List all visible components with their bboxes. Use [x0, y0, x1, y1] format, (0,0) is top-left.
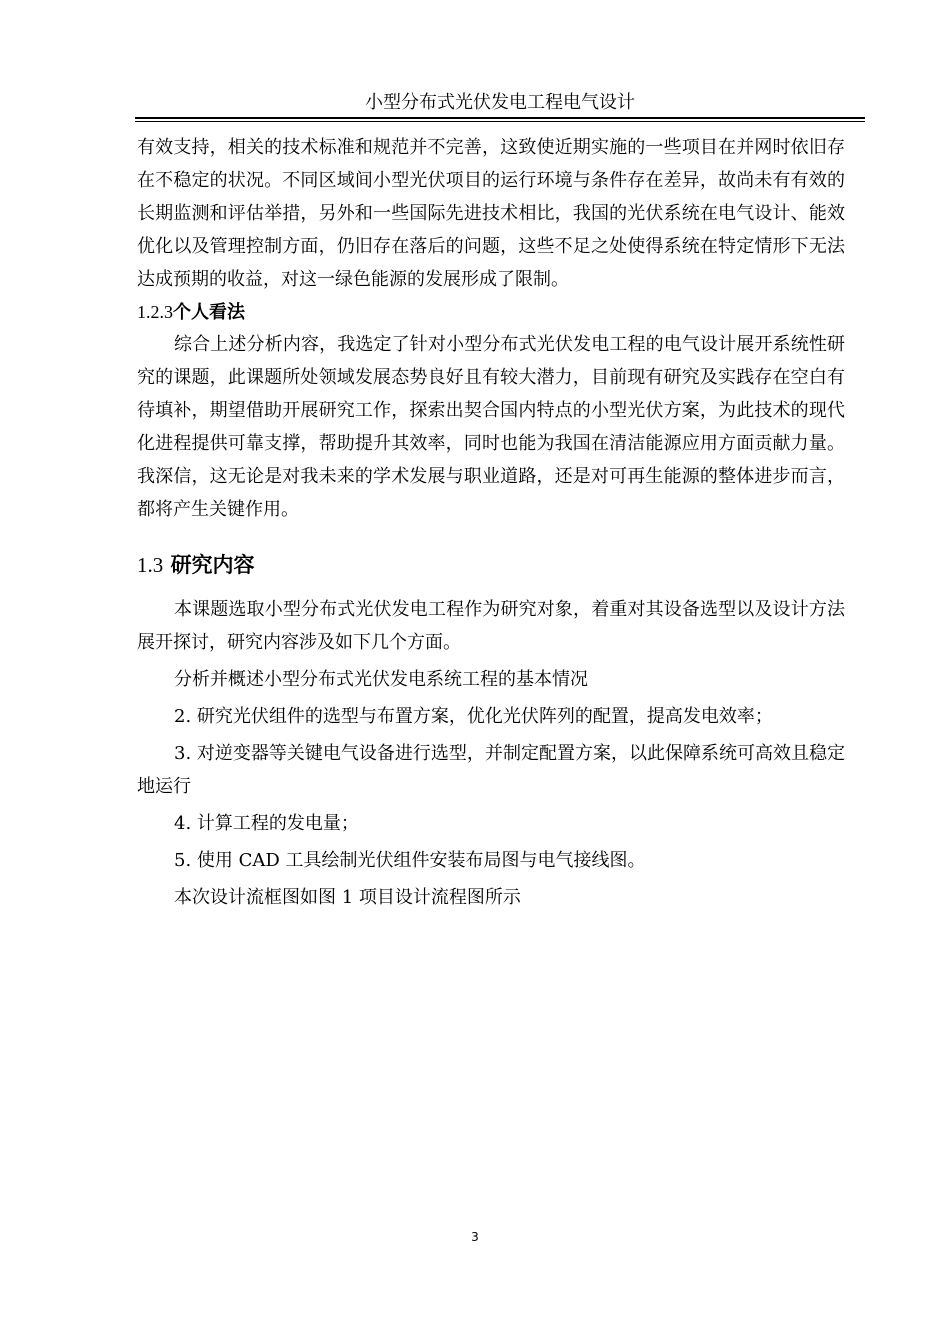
section-number: 1.3 — [137, 553, 164, 577]
section-number: 1.2.3 — [137, 302, 173, 322]
page-body — [137, 131, 845, 914]
list-item: 2. 研究光伏组件的选型与布置方案，优化光伏阵列的配置，提高发电效率； — [174, 706, 773, 727]
section-1-2-3-heading — [137, 297, 845, 328]
section-title: 研究内容 — [170, 552, 255, 577]
section-1-3-paragraph: 本课题选取小型分布式光伏发电工程作为研究对象，着重对其设备选型以及设计方法展开探讨，研究内容涉及如下几个方面。 — [137, 599, 845, 653]
page-number: 3 — [471, 1230, 479, 1244]
section-title: 个人看法 — [173, 302, 245, 323]
list-item: 4. 计算工程的发电量； — [174, 813, 359, 834]
section-1-2-3-paragraph: 综合上述分析内容，我选定了针对小型分布式光伏发电工程的电气设计展开系统性研究的课题，此课题所处领域发展态势良好且有较大潜力，目前现有研究及实践存在空白有待填补，期望借助开展研究工作，探索出契合国内特点的小型光伏方案，为此技术的现代化进程提供可靠支撑，帮助提升其效率，同时也能为我国在清洁能源应用方面贡献力量。我深信，这无论是对我未来的学术发展与职业道路，还是对可再生能源的整体进步而言，都将产生关键作用。 — [137, 334, 845, 520]
list-item: 本次设计流框图如图 1 项目设计流程图所示 — [174, 887, 521, 908]
list-item: 3. 对逆变器等关键电气设备进行选型，并制定配置方案，以此保障系统可高效且稳定地运行 — [137, 743, 845, 797]
header-rule-thick — [135, 117, 865, 119]
list-item: 分析并概述小型分布式光伏发电系统工程的基本情况 — [174, 669, 588, 690]
header-title: 小型分布式光伏发电工程电气设计 — [365, 92, 635, 113]
list-item: 5. 使用 CAD 工具绘制光伏组件安装布局图与电气接线图。 — [174, 850, 646, 871]
section-1-3-heading — [137, 550, 845, 580]
header-rule-thin — [135, 121, 865, 122]
intro-paragraph: 有效支持，相关的技术标准和规范并不完善，这致使近期实施的一些项目在并网时依旧存在不稳定的状况。不同区域间小型光伏项目的运行环境与条件存在差异，故尚未有有效的长期监测和评估举措，另外和一些国际先进技术相比，我国的光伏系统在电气设计、能效优化以及管理控制方面，仍旧存在落后的问题，这些不足之处使得系统在特定情形下无法达成预期的收益，对这一绿色能源的发展形成了限制。 — [137, 137, 845, 290]
